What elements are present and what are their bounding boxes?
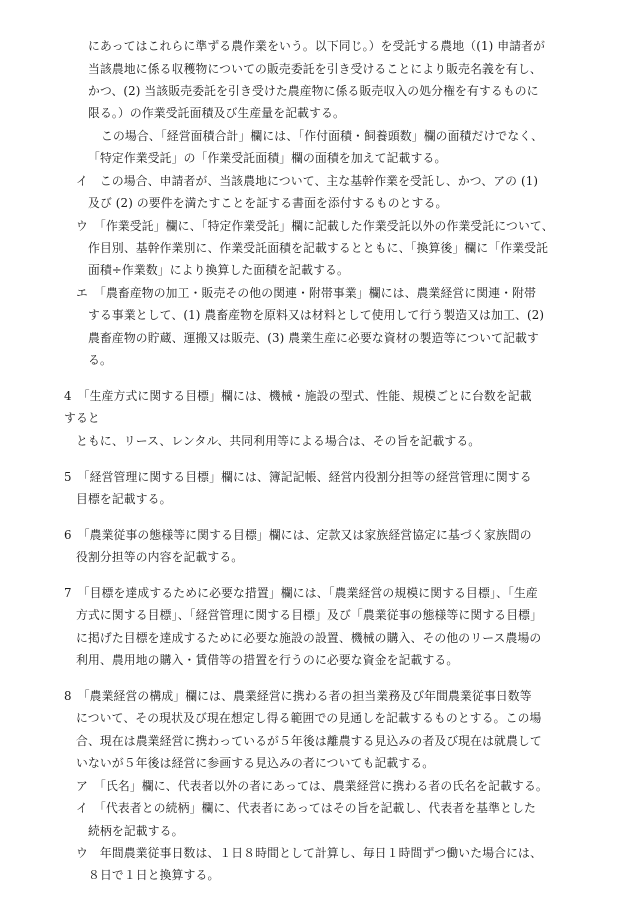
- list-item: ウ 年間農業従事日数は、１日８時間として計算し、毎日１時間ずつ働いた場合には、: [76, 846, 542, 860]
- text-line: 及び (2) の要件を満たすことを証する書面を添付するものとする。: [88, 196, 448, 210]
- list-item: エ 「農畜産物の加工・販売その他の関連・附帯事業」欄には、農業経営に関連・附帯: [76, 286, 537, 300]
- text-line: 当該農地に係る収穫物についての販売委託を引き受けることにより販売名義を有し、: [88, 62, 542, 76]
- text-line: すると: [64, 411, 100, 425]
- text-line: 続柄を記載する。: [88, 824, 184, 838]
- text-line: について、その現状及び現在想定し得る範囲での見通しを記載するものとする。この場: [76, 711, 542, 725]
- section-heading: 7 「目標を達成するために必要な措置」欄には、「農業経営の規模に関する目標」、「生産: [64, 586, 538, 600]
- text-line: 農畜産物の貯蔵、運搬又は販売、(3) 農業生産に必要な資材の製造等について記載す: [88, 331, 539, 345]
- text-line: 方式に関する目標」、「経営管理に関する目標」及び「農業従事の態様等に関する目標」: [76, 608, 543, 622]
- section-heading: 8 「農業経営の構成」欄には、農業経営に携わる者の担当業務及び年間農業従事日数等: [64, 689, 532, 703]
- text-line: 限る。）の作業受託面積及び生産量を記載する。: [88, 106, 345, 120]
- text-line: 役割分担等の内容を記載する。: [76, 550, 244, 564]
- text-line: この場合、「経営面積合計」欄には、「作付面積・飼養頭数」欄の面積だけでなく、: [101, 129, 543, 143]
- text-line: にあってはこれらに準ずる農作業をいう。以下同じ。）を受託する農地（(1) 申請者が: [88, 39, 546, 53]
- text-line: する事業として、(1) 農畜産物を原料又は材料として使用して行う製造又は加工、(2): [88, 308, 545, 322]
- text-line: ともに、リース、レンタル、共同利用等による場合は、その旨を記載する。: [76, 434, 481, 448]
- text-line: に掲げた目標を達成するために必要な施設の設置、機械の購入、その他のリース農場の: [76, 631, 542, 645]
- list-item: イ 「代表者との続柄」欄に、代表者にあってはその旨を記載し、代表者を基準とした: [76, 801, 536, 815]
- section-heading: 5 「経営管理に関する目標」欄には、簿記記帳、経営内役割分担等の経営管理に関する: [64, 470, 532, 484]
- text-line: 「特定作業受託」の「作業受託面積」欄の面積を加えて記載する。: [88, 151, 447, 165]
- text-line: 利用、農用地の購入・賃借等の措置を行うのに必要な資金を記載する。: [76, 653, 459, 667]
- text-line: 目標を記載する。: [76, 492, 172, 506]
- text-line: 合、現在は農業経営に携わっているが５年後は離農する見込みの者及び現在は就農して: [76, 734, 542, 748]
- text-line: 作目別、基幹作業別に、作業受託面積を記載するとともに、「換算後」欄に「作業受託: [88, 241, 549, 255]
- text-line: ８日で１日と換算する。: [88, 868, 220, 882]
- list-item: ウ 「作業受託」欄に、「特定作業受託」欄に記載した作業受託以外の作業受託について、: [76, 219, 554, 233]
- list-item: ア 「氏名」欄に、代表者以外の者にあっては、農業経営に携わる者の氏名を記載する。: [76, 779, 548, 793]
- text-line: る。: [88, 353, 112, 367]
- text-line: いないが５年後は経営に参画する見込みの者についても記載する。: [76, 756, 435, 770]
- section-heading: 6 「農業従事の態様等に関する目標」欄には、定款又は家族経営協定に基づく家族間の: [64, 528, 532, 542]
- list-item: イ この場合、申請者が、当該農地について、主な基幹作業を受託し、かつ、アの (1): [76, 174, 539, 188]
- text-line: 面積÷作業数」により換算した面積を記載する。: [88, 263, 349, 277]
- text-line: かつ、(2) 当該販売委託を引き受けた農産物に係る販売収入の処分権を有するものに: [88, 84, 539, 98]
- section-heading: 4 「生産方式に関する目標」欄には、機械・施設の型式、性能、規模ごとに台数を記載: [64, 389, 532, 403]
